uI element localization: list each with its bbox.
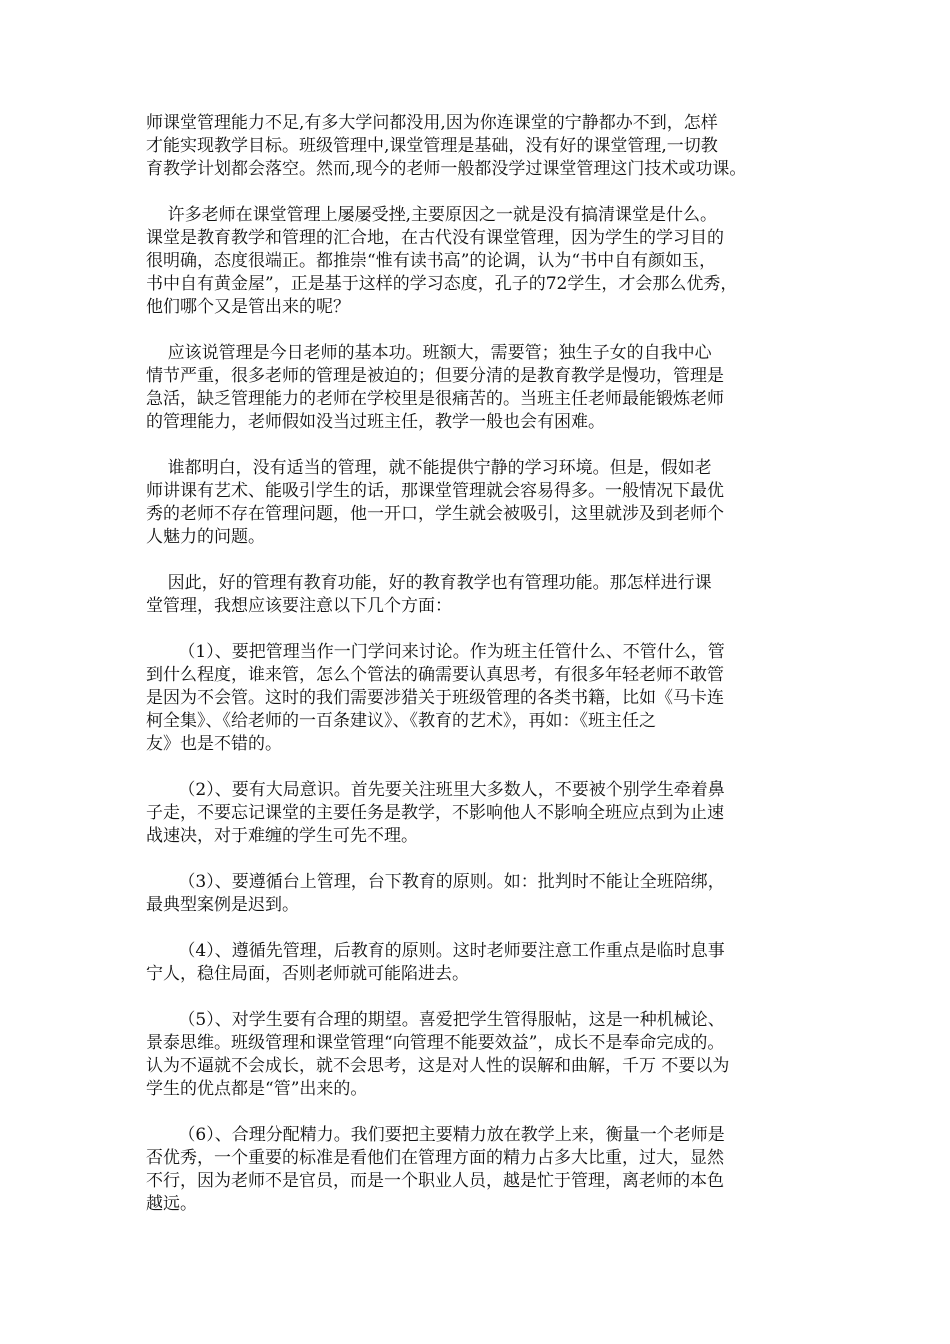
text-line: （6）、合理分配精力。我们要把主要精力放在教学上来，衡量一个老师是 bbox=[146, 1125, 725, 1145]
text-line: （4）、遵循先管理，后教育的原则。这时老师要注意工作重点是临时息事 bbox=[146, 941, 725, 961]
text-line: 否优秀，一个重要的标准是看他们在管理方面的精力占多大比重，过大，显然 bbox=[146, 1148, 724, 1168]
text-line: 书中自有黄金屋”，正是基于这样的学习态度，孔子的72学生，才会那么优秀， bbox=[146, 274, 738, 294]
paragraph bbox=[146, 204, 818, 319]
paragraph bbox=[146, 112, 818, 181]
text-line: 不行，因为老师不是官员，而是一个职业人员，越是忙于管理，离老师的本色 bbox=[146, 1171, 724, 1191]
text-line: 越远。 bbox=[146, 1194, 197, 1214]
paragraph bbox=[146, 871, 818, 917]
text-line: 子走，不要忘记课堂的主要任务是教学，不影响他人不影响全班应点到为止速 bbox=[146, 803, 724, 823]
text-line: 因此，好的管理有教育功能，好的教育教学也有管理功能。那怎样进行课 bbox=[146, 573, 712, 593]
text-line: 情节严重，很多老师的管理是被迫的；但要分清的是教育教学是慢功，管理是 bbox=[146, 366, 724, 386]
text-line: （2）、要有大局意识。首先要关注班里大多数人，不要被个别学生牵着鼻 bbox=[146, 780, 725, 800]
text-line: 战速决，对于难缠的学生可先不理。 bbox=[146, 826, 418, 846]
text-line: 友》也是不错的。 bbox=[146, 734, 282, 754]
text-line: 育教学计划都会落空。然而,现今的老师一般都没学过课堂管理这门技术或功课。 bbox=[146, 159, 747, 179]
paragraph bbox=[146, 457, 818, 549]
paragraph bbox=[146, 572, 818, 618]
text-line: 才能实现教学目标。班级管理中,课堂管理是基础，没有好的课堂管理,一切教 bbox=[146, 136, 718, 156]
text-line: 景泰思维。班级管理和课堂管理“向管理不能要效益”，成长不是奉命完成的。 bbox=[146, 1033, 725, 1053]
text-line: 应该说管理是今日老师的基本功。班额大，需要管；独生子女的自我中心 bbox=[146, 343, 712, 363]
text-line: （3）、要遵循台上管理，台下教育的原则。如：批判时不能让全班陪绑， bbox=[146, 872, 725, 892]
text-line: 的管理能力，老师假如没当过班主任，教学一般也会有困难。 bbox=[146, 412, 605, 432]
text-line: 许多老师在课堂管理上屡屡受挫,主要原因之一就是没有搞清课堂是什么。 bbox=[146, 205, 718, 225]
text-line: 是因为不会管。这时的我们需要涉猎关于班级管理的各类书籍，比如《马卡连 bbox=[146, 688, 724, 708]
text-line: 很明确，态度很端正。都推崇“惟有读书高”的论调，认为“书中自有颜如玉， bbox=[146, 251, 717, 271]
text-line: （1）、要把管理当作一门学问来讨论。作为班主任管什么、不管什么，管 bbox=[146, 642, 725, 662]
paragraph bbox=[146, 641, 818, 756]
text-line: 师课堂管理能力不足,有多大学问都没用,因为你连课堂的宁静都办不到，怎样 bbox=[146, 113, 718, 133]
text-line: （5）、对学生要有合理的期望。喜爱把学生管得服帖，这是一种机械论、 bbox=[146, 1010, 725, 1030]
document-body bbox=[146, 112, 818, 1239]
text-line: 秀的老师不存在管理问题，他一开口，学生就会被吸引，这里就涉及到老师个 bbox=[146, 504, 724, 524]
paragraph bbox=[146, 342, 818, 434]
paragraph bbox=[146, 940, 818, 986]
paragraph bbox=[146, 1009, 818, 1101]
paragraph bbox=[146, 779, 818, 848]
text-line: 谁都明白，没有适当的管理，就不能提供宁静的学习环境。但是，假如老 bbox=[146, 458, 712, 478]
text-line: 他们哪个又是管出来的呢？ bbox=[146, 297, 350, 317]
paragraph bbox=[146, 1124, 818, 1216]
text-line: 柯全集》、《给老师的一百条建议》、《教育的艺术》，再如：《班主任之 bbox=[146, 711, 656, 731]
text-line: 宁人，稳住局面，否则老师就可能陷进去。 bbox=[146, 964, 469, 984]
text-line: 师讲课有艺术、能吸引学生的话，那课堂管理就会容易得多。一般情况下最优 bbox=[146, 481, 724, 501]
text-line: 堂管理，我想应该要注意以下几个方面： bbox=[146, 596, 452, 616]
text-line: 最典型案例是迟到。 bbox=[146, 895, 299, 915]
text-line: 到什么程度，谁来管，怎么个管法的确需要认真思考，有很多年轻老师不敢管 bbox=[146, 665, 724, 685]
text-line: 急活，缺乏管理能力的老师在学校里是很痛苦的。当班主任老师最能锻炼老师 bbox=[146, 389, 724, 409]
text-line: 认为不逼就不会成长，就不会思考，这是对人性的误解和曲解，千万 不要以为 bbox=[146, 1056, 730, 1076]
text-line: 人魅力的问题。 bbox=[146, 527, 265, 547]
text-line: 课堂是教育教学和管理的汇合地，在古代没有课堂管理，因为学生的学习目的 bbox=[146, 228, 724, 248]
text-line: 学生的优点都是“管”出来的。 bbox=[146, 1079, 368, 1099]
